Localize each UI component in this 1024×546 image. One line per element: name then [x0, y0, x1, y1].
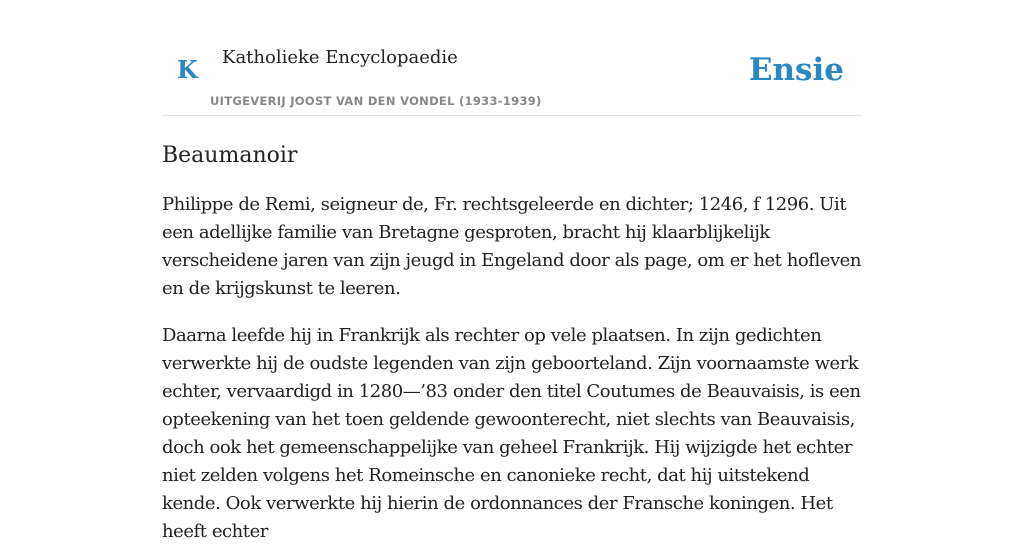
- article-title: Beaumanoir: [162, 143, 298, 168]
- publication-logo[interactable]: K: [177, 55, 198, 84]
- ensie-logo-link[interactable]: Ensie: [748, 52, 844, 88]
- page: [162, 0, 862, 546]
- article-paragraph: Philippe de Remi, seigneur de, Fr. rechtsgeleerde en dichter; 1246, f 1296. Uit een adellijke familie van Bretagne gesproten, bracht hij klaarblijkelijk verscheidene jaren van zijn jeugd in Engeland door als page, om er het hofleven en de krijgskunst te leeren.: [162, 194, 862, 299]
- article-body: [162, 191, 862, 546]
- site-header: [162, 0, 862, 116]
- article-paragraph: Daarna leefde hij in Frankrijk als rechter op vele plaatsen. In zijn gedichten verwerkte hij de oudste legenden van zijn geboorteland. Zijn voornaamste werk echter, vervaardigd in 1280—’83 onder den titel Coutumes de Beauvaisis, is een opteekening van het toen geldende gewoonterecht, niet slechts van Beauvaisis, doch ook het gemeenschappelijke van geheel Frankrijk. Hij wijzigde het echter niet zelden volgens het Romeinsche en canonieke recht, dat hij uitstekend kende. Ook verwerkte hij hierin de ordonnances der Fransche koningen. Het heeft echter: [162, 325, 861, 542]
- publication-title[interactable]: Katholieke Encyclopaedie: [222, 47, 458, 68]
- publication-subtitle: UITGEVERIJ JOOST VAN DEN VONDEL (1933-1939): [210, 94, 542, 108]
